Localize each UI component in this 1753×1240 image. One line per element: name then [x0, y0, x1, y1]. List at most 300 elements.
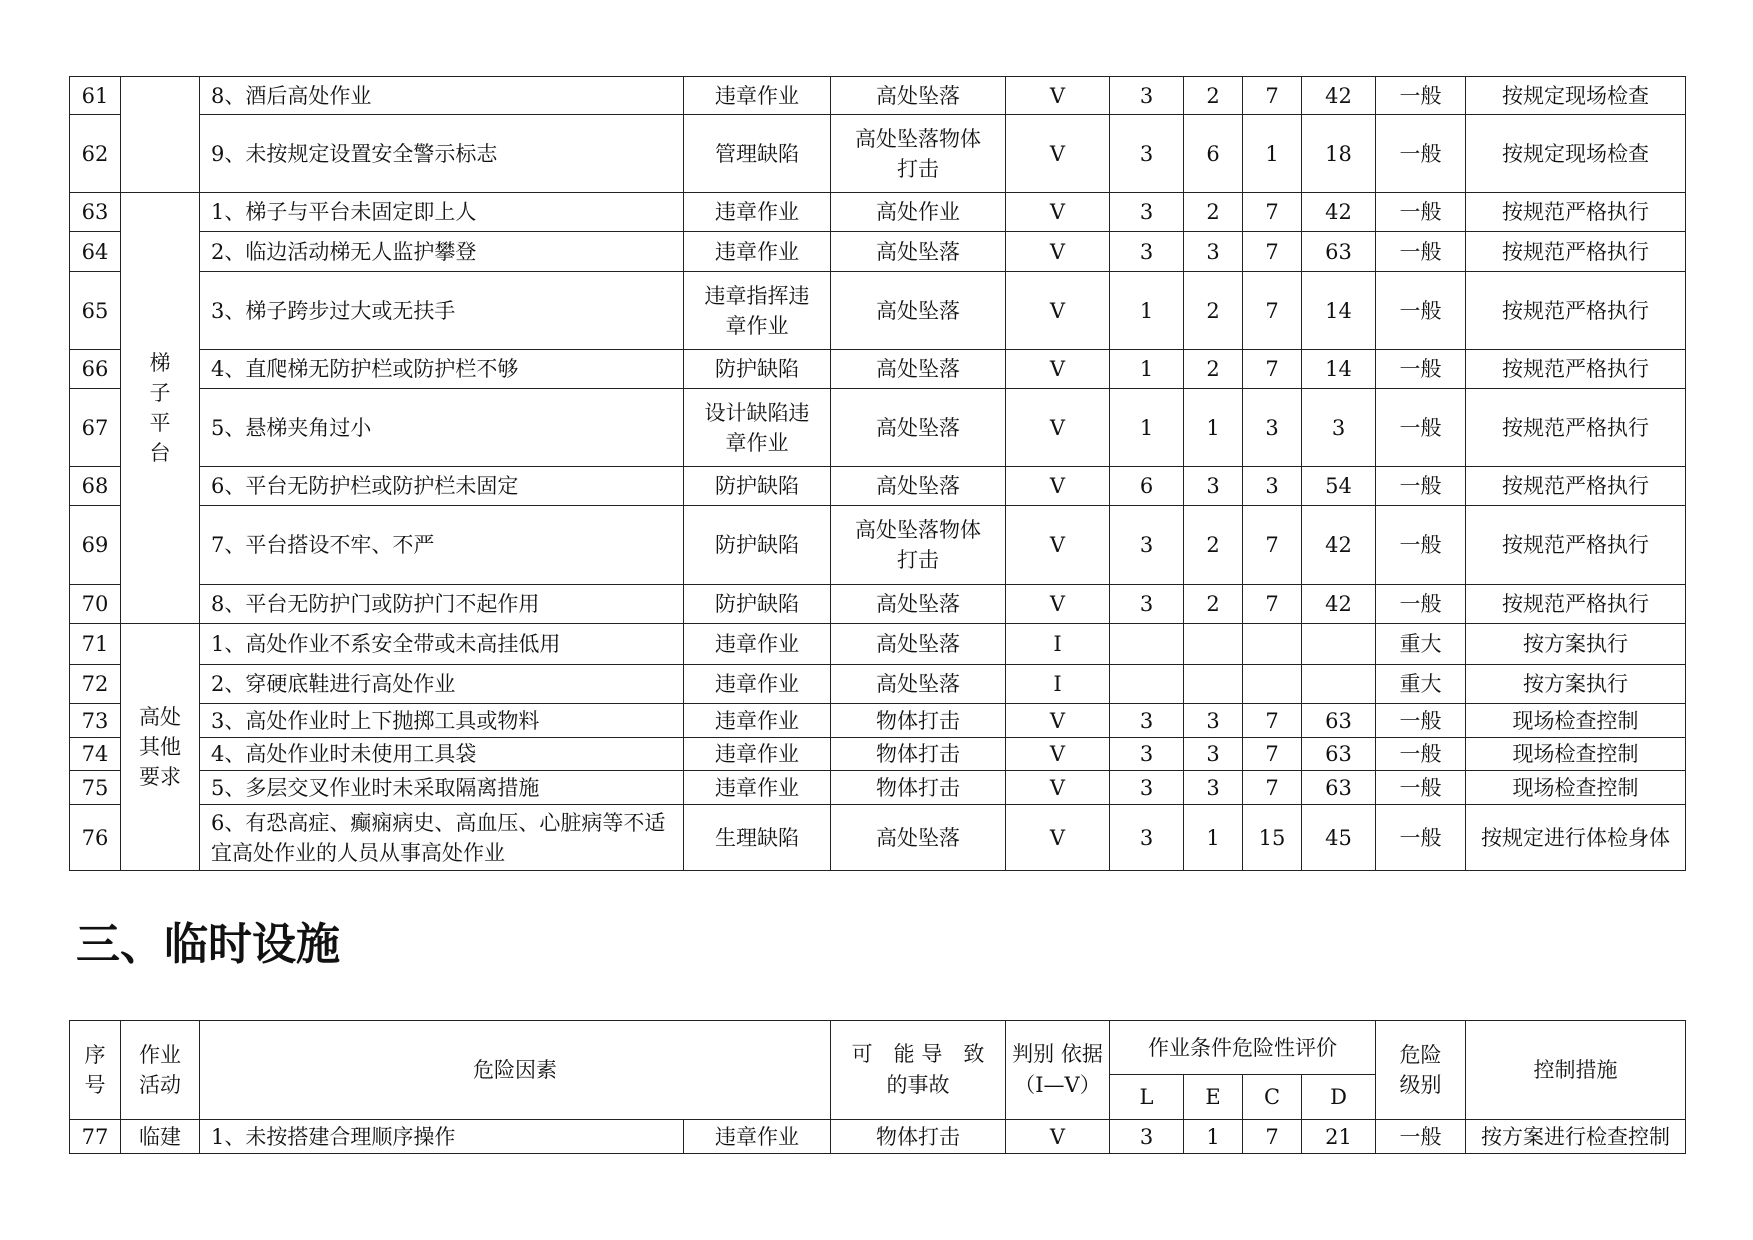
score-d-text: 21 [1325, 1124, 1352, 1149]
score-l [1110, 1120, 1184, 1154]
possible-accident [831, 77, 1006, 115]
score-c [1243, 738, 1302, 771]
row-number [70, 506, 121, 585]
possible-accident-text: 物体打击 [876, 775, 960, 800]
row-number-text: 75 [81, 775, 109, 800]
table-row [70, 232, 1686, 272]
hazard-type [684, 232, 831, 272]
hazard-factor-text: 3、梯子跨步过大或无扶手 [211, 298, 456, 323]
hazard-factor-text: 8、酒后高处作业 [211, 83, 372, 108]
possible-accident-text: 高处坠落 [876, 239, 960, 264]
judgment-basis-text: V [1049, 708, 1066, 733]
header-control-measure-text: 控制措施 [1533, 1058, 1618, 1082]
row-number-text: 66 [81, 357, 109, 381]
hazard-factor-text: 6、有恐高症、癫痫病史、高血压、心脏病等不适宜高处作业的人员从事高处作业 [211, 810, 666, 865]
judgment-basis [1006, 467, 1110, 506]
judgment-basis [1006, 389, 1110, 467]
risk-level-text: 一般 [1399, 239, 1442, 264]
score-c-text: 7 [1265, 83, 1279, 108]
score-d [1302, 232, 1376, 272]
table-row [70, 467, 1686, 506]
hazard-type-text: 防护缺陷 [715, 533, 799, 557]
score-d [1302, 1120, 1376, 1154]
table-row [70, 193, 1686, 232]
score-c-text: 7 [1265, 708, 1279, 733]
score-l [1110, 805, 1184, 871]
header-score-d [1302, 1075, 1376, 1120]
score-e-text: 3 [1206, 775, 1220, 800]
hazard-type-text: 防护缺陷 [715, 474, 799, 498]
score-l [1110, 467, 1184, 506]
score-e [1184, 506, 1243, 585]
score-c-text: 7 [1265, 742, 1279, 766]
possible-accident-text: 高处坠落 [876, 474, 960, 498]
score-l-text: 3 [1139, 825, 1154, 850]
score-e-text: 3 [1206, 239, 1220, 264]
score-d [1302, 389, 1376, 467]
control-measure-text: 按方案执行 [1523, 672, 1628, 696]
score-d [1302, 272, 1376, 350]
score-c-text: 7 [1265, 239, 1279, 264]
score-l [1110, 771, 1184, 805]
control-measure [1466, 350, 1686, 389]
header-score-c-text: C [1263, 1085, 1281, 1109]
possible-accident-text: 高处坠落 [876, 415, 960, 440]
header-risk-level-text: 危险级别 [1399, 1043, 1442, 1097]
score-l-text: 3 [1139, 708, 1154, 733]
possible-accident [831, 506, 1006, 585]
possible-accident [831, 771, 1006, 805]
score-e [1184, 805, 1243, 871]
table-row [70, 771, 1686, 805]
control-measure [1466, 585, 1686, 624]
control-measure-text: 按规定现场检查 [1502, 141, 1649, 166]
score-c-text: 7 [1265, 1124, 1279, 1149]
hazard-type-text: 违章作业 [715, 632, 799, 656]
score-e [1184, 350, 1243, 389]
hazard-factor [200, 77, 684, 115]
hazard-factor [200, 115, 684, 193]
row-number-text: 67 [81, 415, 109, 440]
hazard-factor-text: 2、穿硬底鞋进行高处作业 [211, 672, 456, 696]
score-e [1184, 585, 1243, 624]
score-e [1184, 1120, 1243, 1154]
hazard-type [684, 350, 831, 389]
judgment-basis [1006, 272, 1110, 350]
risk-level-text: 一般 [1399, 592, 1442, 616]
risk-level [1376, 665, 1466, 704]
control-measure [1466, 232, 1686, 272]
risk-level-text: 一般 [1399, 83, 1442, 108]
control-measure [1466, 272, 1686, 350]
score-l [1110, 77, 1184, 115]
score-d [1302, 771, 1376, 805]
table-row [70, 704, 1686, 738]
judgment-basis [1006, 771, 1110, 805]
score-e [1184, 77, 1243, 115]
risk-level-text: 一般 [1399, 474, 1442, 498]
score-e [1184, 624, 1243, 665]
control-measure-text: 现场检查控制 [1512, 742, 1639, 766]
control-measure [1466, 1120, 1686, 1154]
control-measure-text: 按规定进行体检身体 [1481, 825, 1670, 850]
table-row [70, 389, 1686, 467]
hazard-type-text: 违章作业 [715, 672, 799, 696]
hazard-type-text: 设计缺陷违章作业 [704, 400, 810, 455]
risk-level [1376, 272, 1466, 350]
risk-level [1376, 805, 1466, 871]
header-basis-line: 依据 [1060, 1042, 1103, 1066]
header-row [70, 1021, 1686, 1075]
judgment-basis [1006, 232, 1110, 272]
control-measure [1466, 805, 1686, 871]
row-number [70, 232, 121, 272]
hazard-factor-text: 9、未按规定设置安全警示标志 [211, 141, 498, 166]
risk-level-text: 一般 [1399, 1124, 1442, 1149]
judgment-basis [1006, 585, 1110, 624]
score-c [1243, 805, 1302, 871]
score-c-text: 7 [1265, 775, 1279, 800]
row-number-text: 69 [81, 533, 109, 557]
score-e-text: 2 [1206, 298, 1220, 323]
possible-accident-text: 物体打击 [876, 1124, 960, 1149]
hazard-type [684, 805, 831, 871]
possible-accident [831, 193, 1006, 232]
score-d-text: 42 [1325, 200, 1352, 224]
control-measure [1466, 665, 1686, 704]
header-score-e [1184, 1075, 1243, 1120]
hazard-type-text: 违章指挥违章作业 [704, 283, 810, 338]
risk-level-text: 一般 [1399, 742, 1442, 766]
risk-level-text: 重大 [1399, 632, 1442, 656]
risk-level-text: 一般 [1399, 708, 1442, 733]
judgment-basis-text: V [1049, 742, 1066, 766]
possible-accident [831, 738, 1006, 771]
score-l-text: 3 [1139, 83, 1154, 108]
judgment-basis-text: V [1049, 415, 1066, 440]
risk-level [1376, 115, 1466, 193]
table-row [70, 665, 1686, 704]
score-d [1302, 624, 1376, 665]
score-l [1110, 115, 1184, 193]
hazard-factor-text: 7、平台搭设不牢、不严 [211, 533, 435, 557]
row-number-text: 76 [81, 825, 109, 850]
score-d-text: 14 [1325, 298, 1352, 323]
hazard-factor [200, 585, 684, 624]
score-d-text: 42 [1325, 533, 1352, 557]
score-l-text: 6 [1139, 474, 1154, 498]
header-evaluation-text: 作业条件危险性评价 [1148, 1035, 1337, 1060]
score-c-text: 7 [1265, 298, 1279, 323]
score-d [1302, 704, 1376, 738]
control-measure [1466, 193, 1686, 232]
table-row [70, 1120, 1686, 1154]
table-row [70, 350, 1686, 389]
judgment-basis [1006, 665, 1110, 704]
possible-accident [831, 704, 1006, 738]
table-body [70, 1120, 1686, 1154]
judgment-basis-text: V [1049, 1124, 1066, 1149]
possible-accident-text: 高处坠落 [876, 825, 960, 850]
row-number [70, 193, 121, 232]
score-e-text: 6 [1206, 141, 1220, 166]
row-number [70, 77, 121, 115]
score-e [1184, 738, 1243, 771]
hazard-factor [200, 389, 684, 467]
score-e-text: 1 [1206, 415, 1220, 440]
risk-level [1376, 506, 1466, 585]
hazard-factor [200, 1120, 684, 1154]
hazard-type-text: 违章作业 [715, 200, 799, 224]
hazard-factor-text: 2、临边活动梯无人监护攀登 [211, 239, 477, 264]
judgment-basis-text: V [1049, 474, 1066, 498]
score-c-text: 7 [1265, 357, 1279, 381]
possible-accident-text: 物体打击 [876, 708, 960, 733]
control-measure [1466, 389, 1686, 467]
header-basis-line: （I—V） [1014, 1073, 1101, 1097]
header-row-number-text: 序号 [84, 1043, 106, 1097]
activity-group [121, 77, 200, 193]
score-d-text: 63 [1325, 239, 1352, 264]
score-d-text: 63 [1325, 742, 1352, 766]
score-d-text: 54 [1325, 474, 1352, 498]
hazard-type [684, 77, 831, 115]
score-l-text: 1 [1139, 357, 1154, 381]
score-c [1243, 115, 1302, 193]
risk-level-text: 重大 [1399, 672, 1442, 696]
possible-accident-text: 高处坠落 [876, 632, 960, 656]
score-c [1243, 272, 1302, 350]
possible-accident [831, 665, 1006, 704]
table-row [70, 506, 1686, 585]
risk-level [1376, 704, 1466, 738]
score-l [1110, 665, 1184, 704]
score-l [1110, 704, 1184, 738]
control-measure [1466, 115, 1686, 193]
row-number [70, 467, 121, 506]
judgment-basis [1006, 704, 1110, 738]
hazard-factor-text: 4、直爬梯无防护栏或防护栏不够 [211, 357, 519, 381]
row-number-text: 63 [81, 200, 109, 224]
hazard-type [684, 585, 831, 624]
judgment-basis-text: I [1053, 672, 1062, 696]
possible-accident-text: 高处坠落 [876, 83, 960, 108]
risk-level [1376, 1120, 1466, 1154]
hazard-factor-text: 3、高处作业时上下抛掷工具或物料 [211, 708, 540, 733]
hazard-factor [200, 771, 684, 805]
score-c-text: 7 [1265, 533, 1279, 557]
row-number-text: 72 [81, 672, 109, 696]
hazard-factor-text: 1、未按搭建合理顺序操作 [211, 1124, 456, 1149]
row-number [70, 771, 121, 805]
possible-accident [831, 467, 1006, 506]
row-number [70, 350, 121, 389]
hazard-type-text: 违章作业 [715, 775, 799, 800]
control-measure-text: 按规定现场检查 [1502, 83, 1649, 108]
score-e-text: 1 [1206, 825, 1220, 850]
judgment-basis-text: V [1049, 775, 1066, 800]
control-measure [1466, 738, 1686, 771]
score-l [1110, 738, 1184, 771]
score-e [1184, 771, 1243, 805]
row-number [70, 665, 121, 704]
header-score-l [1110, 1075, 1184, 1120]
judgment-basis-text: V [1049, 533, 1066, 557]
score-e-text: 3 [1206, 708, 1220, 733]
hazard-type [684, 115, 831, 193]
activity-group-text: 梯子平台 [149, 351, 171, 465]
possible-accident-text: 高处坠落 [876, 592, 960, 616]
score-d-text: 42 [1325, 83, 1352, 108]
row-number [70, 738, 121, 771]
row-number-text: 64 [81, 239, 109, 264]
hazard-type-text: 违章作业 [715, 239, 799, 264]
score-d-text: 45 [1325, 825, 1352, 850]
score-e [1184, 665, 1243, 704]
hazard-type [684, 624, 831, 665]
judgment-basis [1006, 805, 1110, 871]
header-control-measure [1466, 1021, 1686, 1120]
row-number-text: 71 [81, 632, 109, 656]
header-activity [121, 1021, 200, 1120]
score-e [1184, 272, 1243, 350]
header-row-number [70, 1021, 121, 1120]
possible-accident-text: 高处坠落 [876, 298, 960, 323]
row-number [70, 704, 121, 738]
judgment-basis [1006, 624, 1110, 665]
row-number-text: 77 [81, 1124, 109, 1149]
hazard-type-text: 违章作业 [715, 708, 799, 733]
hazard-type [684, 467, 831, 506]
row-number [70, 585, 121, 624]
hazard-type-text: 管理缺陷 [715, 141, 799, 166]
control-measure-text: 现场检查控制 [1512, 708, 1639, 733]
row-number [70, 1120, 121, 1154]
hazard-factor [200, 506, 684, 585]
score-d [1302, 77, 1376, 115]
row-number [70, 115, 121, 193]
score-l-text: 3 [1139, 742, 1154, 766]
possible-accident-text: 高处坠落物体打击 [854, 518, 981, 572]
score-d [1302, 506, 1376, 585]
hazard-type-text: 违章作业 [715, 83, 799, 108]
score-d [1302, 665, 1376, 704]
control-measure [1466, 624, 1686, 665]
score-e-text: 3 [1206, 742, 1220, 766]
possible-accident-text: 高处作业 [876, 200, 960, 224]
header-hazard-text: 危险因素 [473, 1058, 557, 1082]
score-d [1302, 350, 1376, 389]
judgment-basis-text: V [1049, 83, 1066, 108]
possible-accident-text: 高处坠落 [876, 672, 960, 696]
risk-level [1376, 389, 1466, 467]
judgment-basis-text: V [1049, 592, 1066, 616]
control-measure [1466, 77, 1686, 115]
hazard-type [684, 771, 831, 805]
score-l [1110, 232, 1184, 272]
score-e [1184, 389, 1243, 467]
risk-level [1376, 77, 1466, 115]
control-measure [1466, 704, 1686, 738]
row-number-text: 70 [81, 592, 109, 616]
score-c [1243, 665, 1302, 704]
table-body [70, 77, 1686, 871]
score-e [1184, 704, 1243, 738]
score-c [1243, 585, 1302, 624]
table-row [70, 805, 1686, 871]
score-l [1110, 193, 1184, 232]
score-d [1302, 738, 1376, 771]
score-c [1243, 1120, 1302, 1154]
risk-level-text: 一般 [1399, 141, 1442, 166]
header-hazard [200, 1021, 831, 1120]
score-d [1302, 115, 1376, 193]
hazard-factor [200, 272, 684, 350]
score-l-text: 1 [1139, 415, 1154, 440]
hazard-factor-text: 1、梯子与平台未固定即上人 [211, 200, 477, 224]
score-c-text: 3 [1265, 474, 1279, 498]
possible-accident [831, 389, 1006, 467]
score-e-text: 1 [1206, 1124, 1220, 1149]
control-measure-text: 按规范严格执行 [1502, 239, 1649, 264]
temporary-facilities-table [69, 1020, 1686, 1154]
score-l-text: 3 [1139, 239, 1154, 264]
control-measure-text: 按方案执行 [1523, 632, 1628, 656]
hazard-factor-text: 5、悬梯夹角过小 [211, 415, 372, 440]
hazard-factor [200, 467, 684, 506]
table-row [70, 585, 1686, 624]
row-number [70, 272, 121, 350]
hazard-factor-text: 8、平台无防护门或防护门不起作用 [211, 592, 540, 616]
possible-accident [831, 624, 1006, 665]
score-l-text: 3 [1139, 533, 1154, 557]
score-d [1302, 585, 1376, 624]
control-measure [1466, 506, 1686, 585]
possible-accident [831, 232, 1006, 272]
score-e-text: 2 [1206, 357, 1220, 381]
hazard-factor-text: 4、高处作业时未使用工具袋 [211, 742, 477, 766]
score-l [1110, 585, 1184, 624]
possible-accident [831, 272, 1006, 350]
possible-accident [831, 805, 1006, 871]
hazard-factor-text: 6、平台无防护栏或防护栏未固定 [211, 474, 519, 498]
score-e [1184, 115, 1243, 193]
hazard-type [684, 738, 831, 771]
judgment-basis-text: V [1049, 825, 1066, 850]
hazard-factor-text: 5、多层交叉作业时未采取隔离措施 [211, 775, 540, 800]
hazard-type-text: 生理缺陷 [715, 825, 799, 850]
table-row [70, 115, 1686, 193]
row-number-text: 61 [81, 83, 109, 108]
score-d-text: 3 [1331, 415, 1346, 440]
score-d [1302, 805, 1376, 871]
judgment-basis [1006, 77, 1110, 115]
control-measure-text: 按规范严格执行 [1502, 592, 1649, 616]
row-number [70, 805, 121, 871]
score-d-text: 18 [1325, 141, 1352, 166]
score-c [1243, 771, 1302, 805]
header-risk-level [1376, 1021, 1466, 1120]
header-score-e-text: E [1205, 1085, 1221, 1109]
judgment-basis-text: V [1049, 141, 1066, 166]
possible-accident [831, 585, 1006, 624]
hazard-type [684, 1120, 831, 1154]
score-d-text: 63 [1325, 775, 1352, 800]
control-measure [1466, 771, 1686, 805]
risk-level [1376, 771, 1466, 805]
row-number-text: 65 [81, 298, 109, 323]
score-d-text: 63 [1325, 708, 1352, 733]
